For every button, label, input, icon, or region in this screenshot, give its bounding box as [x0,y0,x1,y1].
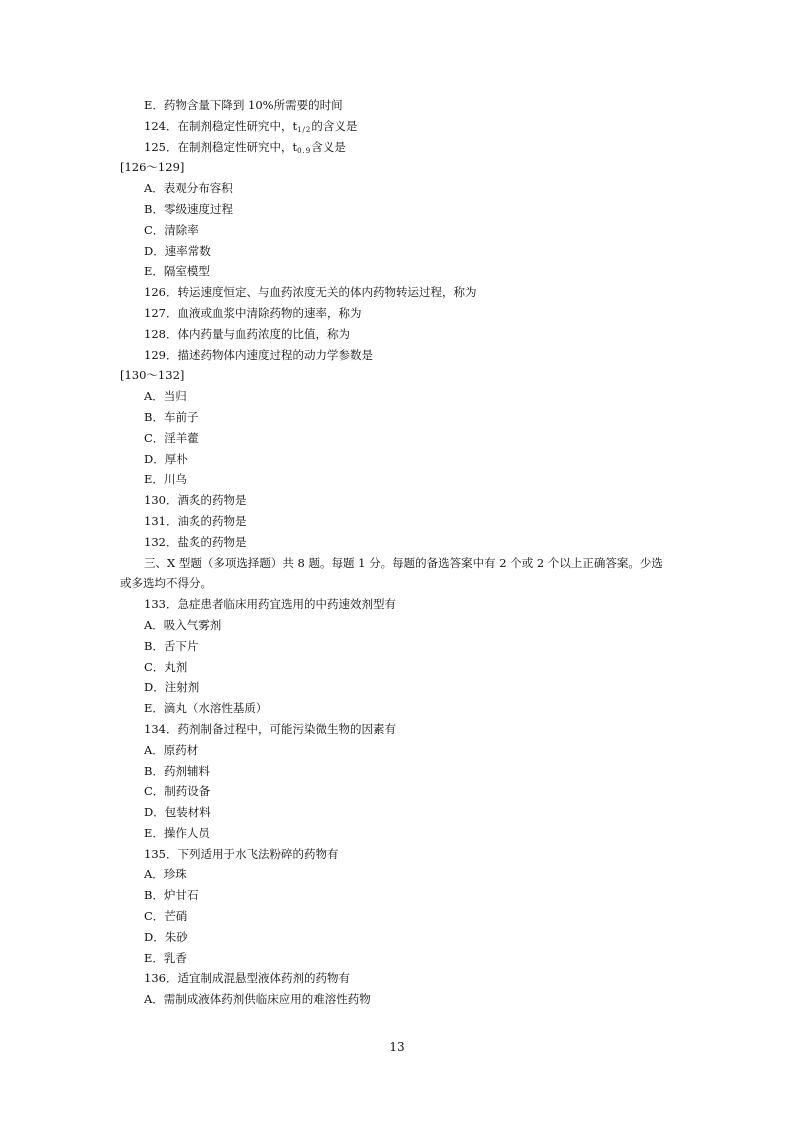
text-line [120,241,680,262]
text-line [120,885,680,906]
text-line [120,199,680,220]
text-line [120,823,680,844]
text-line [120,365,680,386]
text-line [120,261,680,282]
line-text: C．淫羊藿 [144,430,199,445]
text-line [120,740,680,761]
line-text: A．原药材 [144,742,199,757]
text-line [120,428,680,449]
line-text: A．表观分布容积 [144,181,233,196]
line-text: E．滴丸（水溶性基质） [144,701,268,716]
text-line [120,927,680,948]
line-text: D．朱砂 [144,929,188,944]
text-line [120,157,680,178]
text-line [120,698,680,719]
line-text: E．药物含量下降到 10%所需要的时间 [144,98,343,112]
text-line [120,95,680,116]
line-text-tail: 含义是 [311,139,346,154]
text-line [120,449,680,470]
line-text: 131．油炙的药物是 [144,513,247,528]
page-number: 13 [389,1040,405,1054]
line-text: A．需制成液体药剂供临床应用的难溶性药物 [144,992,371,1007]
text-line [120,968,680,989]
text-line [120,615,680,636]
line-text: C．芒硝 [144,909,188,924]
text-line [120,594,680,615]
line-text: 135．下列适用于水飞法粉碎的药物有 [144,846,339,861]
line-text: 125．在制剂稳定性研究中，t [144,139,298,154]
text-line [120,511,680,532]
text-line [120,677,680,698]
question-text-block [120,95,680,1010]
line-text: 128．体内药量与血药浓度的比值，称为 [144,326,350,341]
text-line [120,116,680,137]
text-line [120,781,680,802]
text-line [120,864,680,885]
text-line [120,178,680,199]
line-text: A．珍珠 [144,867,187,882]
text-line [120,802,680,823]
text-line [120,282,680,303]
line-text: 133．急症患者临床用药宜选用的中药速效剂型有 [144,597,396,612]
text-line [120,469,680,490]
section-heading-line-2: 或多选均不得分。 [120,576,212,591]
line-text: 127．血液或血浆中清除药物的速率，称为 [144,305,362,320]
line-text: 129．描述药物体内速度过程的动力学参数是 [144,347,373,362]
line-text-tail: 的含义是 [311,118,358,133]
line-text: C．丸剂 [144,659,188,674]
line-text: B．炉甘石 [144,888,199,903]
line-text: [126～129] [120,160,185,175]
line-text: 132．盐炙的药物是 [144,534,247,549]
text-line [120,532,680,553]
line-text: 126．转运速度恒定、与血药浓度无关的体内药物转运过程，称为 [144,285,477,300]
text-line [120,490,680,511]
text-line [120,989,680,1010]
text-line [120,906,680,927]
subscript: 1/2 [297,125,312,134]
subscript: 0.9 [297,146,312,155]
line-text: 134．药剂制备过程中，可能污染微生物的因素有 [144,721,396,736]
text-line [120,657,680,678]
line-text: B．舌下片 [144,638,199,653]
line-text: 130．酒炙的药物是 [144,493,247,508]
text-line [120,844,680,865]
line-text: D．包装材料 [144,805,211,820]
text-line [120,636,680,657]
text-line [120,719,680,740]
line-text: E．隔室模型 [144,264,210,279]
text-line [120,220,680,241]
line-text: C．清除率 [144,222,199,237]
line-text: [130～132] [120,368,185,383]
text-line [120,948,680,969]
text-line [120,407,680,428]
text-line [120,324,680,345]
line-text: C．制药设备 [144,784,211,799]
line-text: B．零级速度过程 [144,201,233,216]
text-line [120,137,680,158]
line-text: B．药剂辅料 [144,763,210,778]
text-line [120,386,680,407]
line-text: D．厚朴 [144,451,188,466]
section-heading-line-1: 三、X 型题（多项选择题）共 8 题。每题 1 分。每题的备选答案中有 2 个或 2 个以上正确答案。少选 [144,555,663,570]
text-line [120,345,680,366]
line-text: 136．适宜制成混悬型液体药剂的药物有 [144,971,350,986]
line-text: B．车前子 [144,409,199,424]
line-text: D．速率常数 [144,243,211,258]
line-text: E．乳香 [144,950,187,965]
line-text: D．注射剂 [144,680,200,695]
line-text: E．川乌 [144,472,187,487]
line-text: E．操作人员 [144,825,210,840]
line-text: A．吸入气雾剂 [144,617,222,632]
text-line [120,303,680,324]
line-text: A．当归 [144,389,187,404]
line-text: 124．在制剂稳定性研究中，t [144,118,298,133]
text-line [120,761,680,782]
